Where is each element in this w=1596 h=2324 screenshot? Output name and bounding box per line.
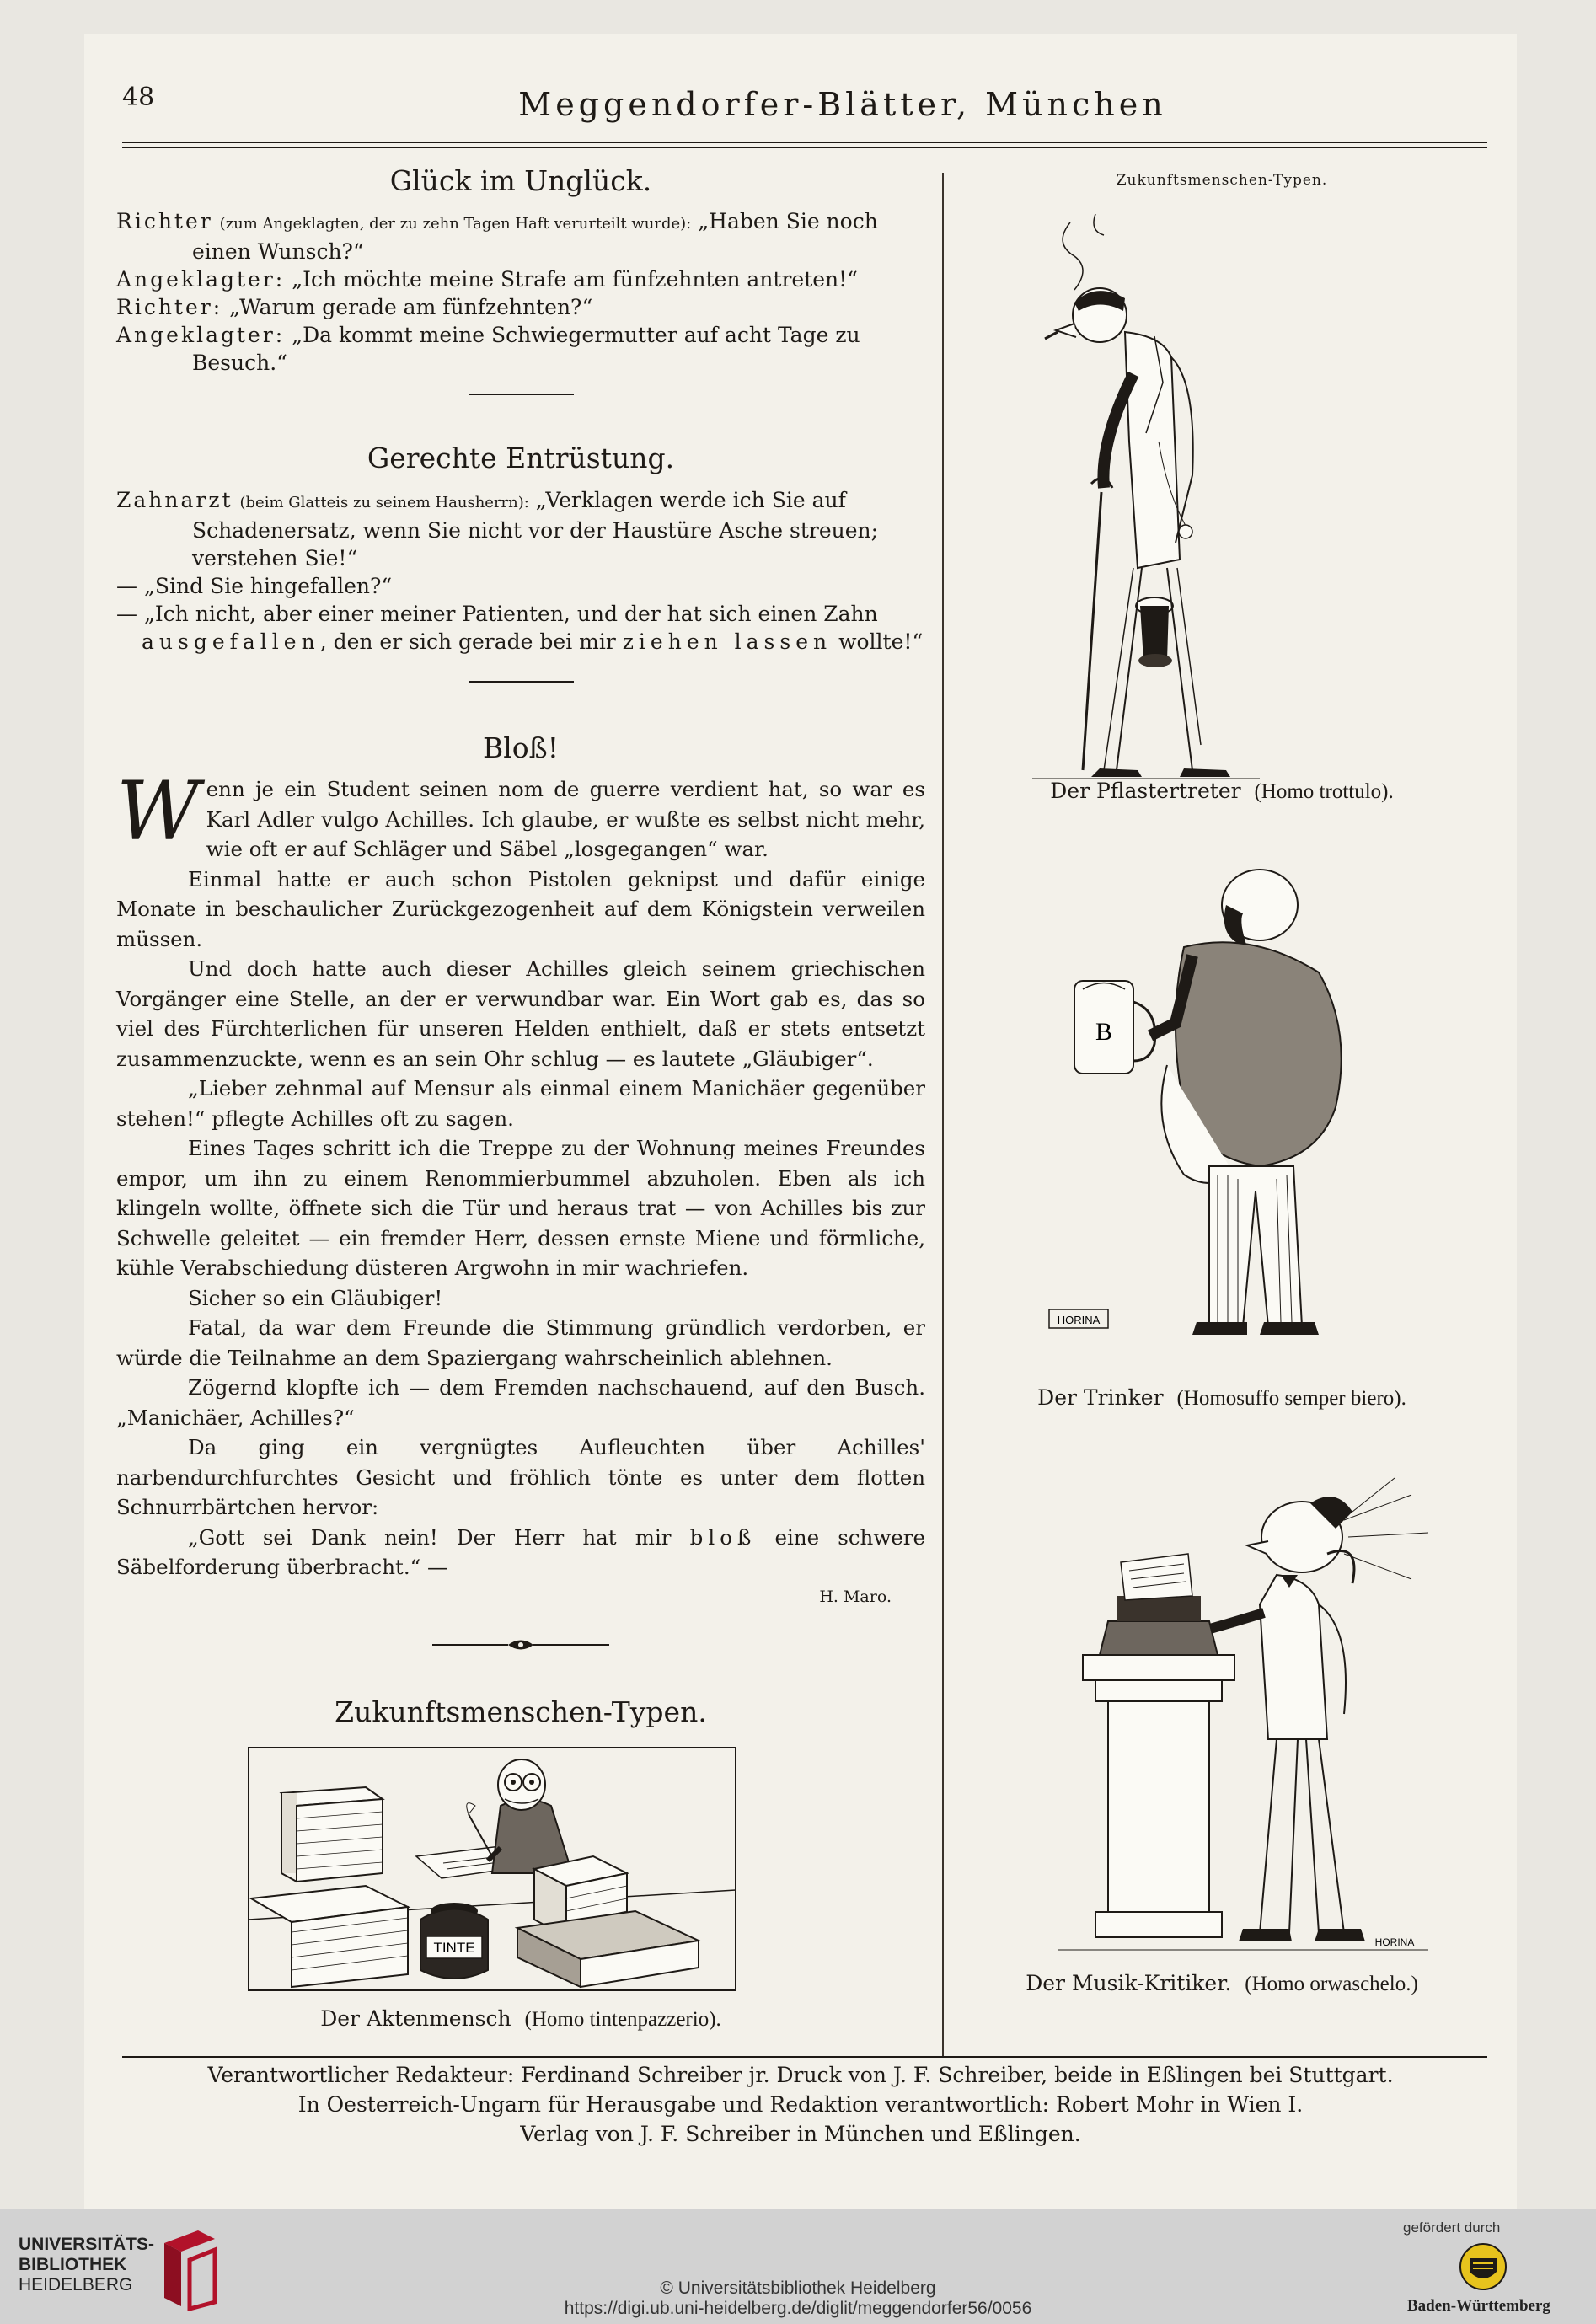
beer-mug-icon (1074, 981, 1155, 1074)
paragraph: Einmal hatte er auch schon Pistolen geknipst und dafür einige Monate in beschaulicher Zurückgezogenheit auf dem Königstein verweilen müssen. (116, 866, 925, 951)
top-hat-icon (1136, 597, 1173, 667)
author-signature: H. Maro. (819, 1587, 892, 1606)
paragraph: Zögernd klopfte ich — dem Fremden nachschauend, auf den Busch. „Manichäer, Achilles?“ (116, 1375, 925, 1430)
ink-pot-icon (420, 1903, 488, 1979)
artist-signature: HORINA (1374, 1936, 1415, 1948)
typewriter-icon (1100, 1554, 1218, 1655)
dialogue-gluck (116, 207, 925, 377)
paragraph: Da ging ein vergnügtes Aufleuchten über Achilles' narbendurchfurchtes Gesicht und fröhlich tönte es unter dem flotten Schnurrbärtchen hervor: (116, 1435, 925, 1519)
caption-musik-kritiker: Der Musik-Kritiker. (Homo orwaschelo.) (1026, 1971, 1418, 1995)
section-separator (469, 394, 574, 395)
header-rule-thin (122, 147, 1487, 148)
library-name: UNIVERSITÄTS- BIBLIOTHEK HEIDELBERG (19, 2235, 155, 2295)
footer-line-austria: In Oesterreich-Ungarn für Herausgabe und Redaktion verantwortlich: Robert Mohr in Wien I. (297, 2092, 1304, 2117)
page-number: 48 (122, 83, 155, 112)
dialogue-line: Richter (zum Angeklagten, der zu zehn Tagen Haft verurteilt wurde): „Haben Sie noch einen Wunsch?“ (116, 209, 878, 264)
header-rule (122, 142, 1487, 143)
dialogue-entrustung (116, 486, 925, 656)
paragraph: Und doch hatte auch dieser Achilles gleich seinem griechischen Vorgänger eine Stelle, an der er verwundbar war. Ein Wort gab es, das so viel des Fürchterlichen für unseren Helden enthielt, daß er stets entsetzt zusammenzuckte, wenn es an sein Ohr schlug — es lautete „Gläubiger“. (116, 956, 925, 1071)
section-separator (469, 681, 574, 683)
story-bloss (116, 764, 926, 1612)
column-divider (942, 173, 944, 2056)
dialogue-line: Richter: „Warum gerade am fünfzehnten?“ (116, 295, 593, 319)
musik-kritiker-illustration (956, 1461, 1487, 1967)
caption-aktenmensch: Der Aktenmensch (Homo tintenpazzerio). (320, 2006, 721, 2031)
svg-text:B: B (1095, 1018, 1113, 1046)
caption-pflastertreter: Der Pflastertreter (Homo trottulo). (1050, 779, 1394, 803)
paragraph: „Gott sei Dank nein! Der Herr hat mir bloß eine schwere Säbelforderung überbracht.“ — (116, 1524, 926, 1579)
pocket-watch-icon (1179, 525, 1192, 538)
pedestal-icon (1083, 1655, 1234, 1937)
library-footer-band (0, 2209, 1596, 2324)
permalink[interactable]: https://digi.ub.uni-heidelberg.de/diglit/meggendorfer56/0056 (564, 2299, 1032, 2318)
right-column (956, 160, 1487, 1996)
left-column (116, 160, 925, 2032)
drop-cap: W (116, 764, 200, 859)
paragraph: Eines Tages schritt ich die Treppe zu der Wohnung meines Freundes empor, um ihn zu einem Renommierbummel abzuholen. Eben als ich klingeln wollte, öffnete sich die Tür und heraus trat — von Achilles bis zur Schwelle geleitet — ein fremder Herr, dessen ernste Miene und förmliche, kühle Verabschiedung düsteren Argwohn in mir wachriefen. (116, 1136, 925, 1280)
paragraph: Fatal, da war dem Freunde die Stimmung gründlich verdorben, er würde die Teilnahme an dem Spaziergang wahrscheinlich ablehnen. (116, 1315, 925, 1370)
dialogue-line: — „Sind Sie hingefallen?“ (116, 574, 393, 598)
sidebar-heading: Zukunftsmenschen-Typen. (1116, 172, 1328, 189)
paragraph: Wenn je ein Student seinen nom de guerre verdient hat, so war es Karl Adler vulgo Achilles. Ich glaube, er wußte es selbst nicht mehr, wie oft er auf Schläger und Säbel „losgegangen“ war. (116, 764, 925, 861)
paper-stack-icon (281, 1787, 383, 1882)
state-name: Baden-Württemberg (1407, 2297, 1550, 2315)
article-title-bloss: Bloß! (483, 731, 559, 764)
footer-rule (122, 2056, 1487, 2058)
paragraph: „Lieber zehnmal auf Mensur als einmal einem Manichäer gegenüber stehen!“ pflegte Achilles oft zu sagen. (116, 1076, 925, 1131)
article-title-gluck: Glück im Unglück. (389, 164, 652, 197)
funding-note: gefördert durch (1403, 2220, 1501, 2236)
dialogue-line: Angeklagter: „Da kommt meine Schwiegermutter auf acht Tage zu Besuch.“ (116, 323, 860, 375)
article-title-zukunft: Zukunftsmenschen-Typen. (335, 1695, 707, 1728)
pflastertreter-illustration (956, 189, 1487, 779)
cane-icon (1083, 492, 1101, 770)
footer-line-editor: Verantwortlicher Redakteur: Ferdinand Schreiber jr. Druck von J. F. Schreiber, beide in Eßlingen bei Stuttgart. (207, 2063, 1394, 2087)
dialogue-line: Zahnarzt (beim Glatteis zu seinem Hausherrn): „Verklagen werde ich Sie auf Schadenersatz, wenn Sie nicht vor der Haustüre Asche streuen; verstehen Sie!“ (116, 488, 879, 570)
ornament-divider (116, 1632, 925, 1657)
dialogue-line: Angeklagter: „Ich möchte meine Strafe am fünfzehnten antreten!“ (116, 267, 858, 292)
svg-text:TINTE: TINTE (433, 1940, 475, 1956)
running-header: Meggendorfer-Blätter, München (518, 86, 1167, 123)
dialogue-line: — „Ich nicht, aber einer meiner Patienten, und der hat sich einen Zahn ausgefallen, den er sich gerade bei mir ziehen lassen wollte!“ (116, 602, 924, 654)
artist-signature: HORINA (1057, 1314, 1101, 1326)
paragraph: Sicher so ein Gläubiger! (188, 1285, 443, 1310)
aktenmensch-illustration (248, 1747, 736, 1991)
copyright-notice: © Universitätsbibliothek Heidelberg (660, 2278, 936, 2298)
article-title-entrustung: Gerechte Entrüstung. (367, 442, 675, 474)
trinker-illustration (956, 854, 1487, 1360)
caption-trinker: Der Trinker (Homosuffo semper biero). (1037, 1385, 1406, 1410)
state-coat-of-arms-icon (1458, 2241, 1508, 2292)
footer-line-publisher: Verlag von J. F. Schreiber in München und Eßlingen. (520, 2122, 1081, 2146)
